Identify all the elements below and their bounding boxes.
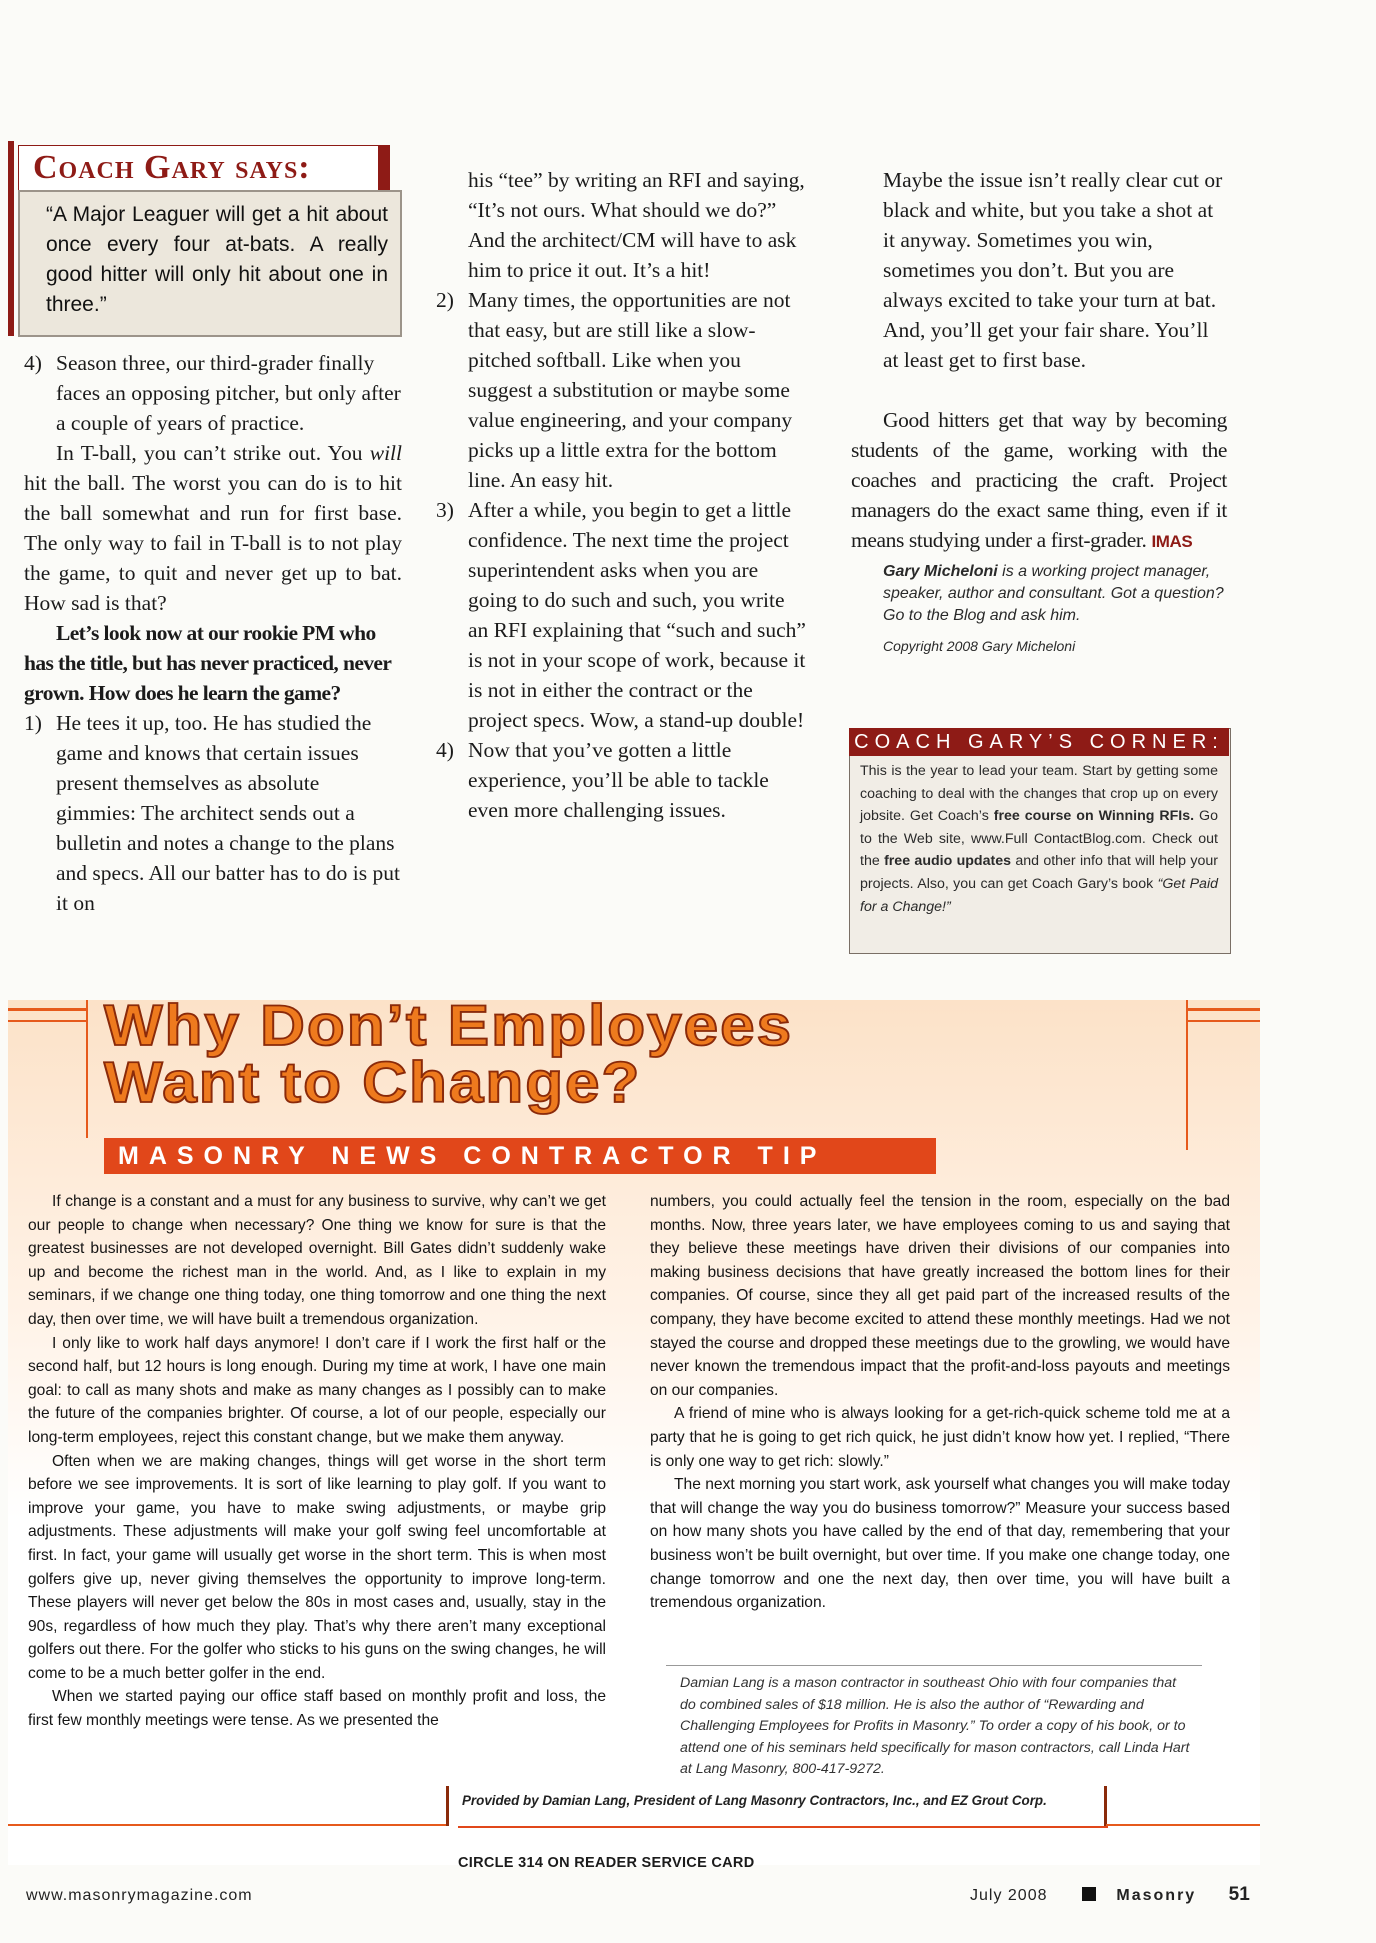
end-mark: IMAS <box>1151 532 1193 551</box>
coach-corner-text: This is the year to lead your team. Start by getting some coaching to deal with the changes that crop up on every jobsite. Get Coach’s free course on Winning RFIs. Go to the Web site, www.Full ContactBlog.com. Check out the free audio updates and other info that will help your projects. Also, you can get Coach Gary’s book “Get Paid for a Change!” <box>860 763 1218 915</box>
paragraph: his “tee” by writing an RFI and saying, “It’s not ours. What should we do?” And the architect/CM will have to ask him to price it out. It’s a hit! <box>468 168 805 282</box>
paragraph: Good hitters get that way by becoming students of the game, working with the coaches and practicing the craft. Project managers do the exact same thing, even if it means studying under a first-grader. IMAS <box>851 408 1227 552</box>
frame-line <box>1106 1824 1260 1826</box>
bold-paragraph: Let’s look now at our rookie PM who has the title, but has never practiced, never grown. How does he learn the game? <box>24 621 391 705</box>
frame-line <box>8 1008 86 1011</box>
list-item <box>24 348 402 438</box>
frame-line <box>446 1786 449 1826</box>
paragraph: Maybe the issue isn’t really clear cut or black and white, but you take a shot at it anyway. Sometimes you win, sometimes you don’t. But you are always excited to take your turn at bat. And, you’ll get your fair share. You’ll at least get to first base. <box>883 168 1223 372</box>
footer-website: www.masonrymagazine.com <box>26 1887 253 1904</box>
list-number: 1) <box>24 711 42 735</box>
coach-box-accent-bar <box>8 141 14 336</box>
footer-magazine: Masonry <box>1116 1887 1197 1904</box>
footer-date: July 2008 <box>970 1887 1048 1904</box>
column-1 <box>24 348 402 918</box>
paragraph: When we started paying our office staff based on monthly profit and loss, the first few monthly meetings were tense. As we presented the <box>28 1688 606 1730</box>
article-left-column <box>28 1190 606 1733</box>
author-bio: Gary Micheloni is a working project manager, speaker, author and consultant. Got a question? Go to the Blog and ask him. Copyright 2008 Gary Micheloni <box>851 561 1227 657</box>
list-item <box>436 495 806 735</box>
coach-gary-title: Coach Gary says: <box>18 145 390 191</box>
paragraph: I only like to work half days anymore! I don’t care if I work the first half or the second half, but 12 hours is long enough. During my time at work, I have one main goal: to call as many shots and make as many changes as I possibly can to make the future of the companies brighter. Of course, a lot of our people, especially our long-term employees, reject this constant change, but we make them anyway. <box>28 1334 606 1446</box>
paragraph: If change is a constant and a must for any business to survive, why can’t we get our people to change when necessary? One thing we know for sure is that the greatest businesses are not developed overnight. Bill Gates didn’t suddenly wake up and become the richest man in the world. And, as I like to explain in my seminars, if we change one thing today, one thing tomorrow and one thing the next day, then over time, we will have built a tremendous organization. <box>28 1193 606 1328</box>
paragraph: Often when we are making changes, things will get worse in the short term before we see improvements. It is sort of like learning to play golf. If you want to improve your game, you have to make swing adjustments, or maybe grip adjustments. These adjustments will make your golf swing feel uncomfortable at first. In fact, your game will usually get worse in the short term. This is when most golfers give up, never giving themselves the opportunity to improve long-term. These players will never get below the 80s in most cases and, usually, stay in the 90s, regardless of how much they play. That’s why there aren’t many exceptional golfers out there. For the golfer who sticks to his guns on the swing changes, he will come to be a much better golfer in the end. <box>28 1452 606 1682</box>
list-text: Now that you’ve gotten a little experience, you’ll be able to tackle even more challenging issues. <box>468 738 769 822</box>
frame-line <box>1186 1008 1260 1011</box>
frame-line <box>1104 1786 1107 1826</box>
list-number: 3) <box>436 498 454 522</box>
list-item <box>436 285 806 495</box>
footer-square-icon <box>1082 1887 1096 1901</box>
copyright: Copyright 2008 Gary Micheloni <box>883 638 1076 654</box>
list-text: He tees it up, too. He has studied the game and knows that certain issues present themselves as absolute gimmies: The architect sends out a bulletin and notes a change to the plans and specs. All our batter has to do is put it on <box>56 711 400 915</box>
coach-corner-heading: COACH GARY’S CORNER: <box>849 728 1229 756</box>
list-item <box>24 708 402 918</box>
divider <box>666 1665 1202 1666</box>
column-3 <box>851 165 1227 657</box>
list-text: After a while, you begin to get a little confidence. The next time the project superintendent asks when you are going to do such and such, you write an RFI explaining that “such and such” is not in your scope of work, because it is not in either the contract or the project specs. Wow, a stand-up double! <box>468 498 806 732</box>
coach-gary-quote: “A Major Leaguer will get a hit about once every four at-bats. A really good hitter will only hit about one in three.” <box>18 190 402 337</box>
list-text: Many times, the opportunities are not that easy, but are still like a slow-pitched softball. Like when you suggest a substitution or maybe some value engineering, and your company picks up a little extra for the bottom line. An easy hit. <box>468 288 793 492</box>
column-2 <box>436 165 806 825</box>
frame-line <box>86 1000 88 1138</box>
footer-right <box>970 1884 1250 1906</box>
paragraph: numbers, you could actually feel the tension in the room, especially on the bad months. Now, three years later, we have employees coming to us and saying that they believe these meetings have driven their divisions of our companies into making business decisions that have greatly increased the bottom lines for their companies. Of course, since they all get paid part of the increased results of the company, they have become excited to attend these monthly meetings. Had we not stayed the course and dropped these meetings due to the growling, we would have never known the tremendous impact that the profit-and-loss payouts and meetings on our companies. <box>650 1193 1230 1399</box>
paragraph: In T-ball, you can’t strike out. You will hit the ball. The worst you can do is to hit the ball somewhat and run for first base. The only way to fail in T-ball is to not play the game, to quit and never get up to bat. How sad is that? <box>24 441 402 615</box>
provided-by: Provided by Damian Lang, President of Lang Masonry Contractors, Inc., and EZ Grout Corp. <box>462 1793 1047 1808</box>
article-headline <box>104 994 1154 1115</box>
page-number: 51 <box>1228 1884 1250 1905</box>
paragraph: A friend of mine who is always looking for a get-rich-quick scheme told me at a party that he is going to get rich quick, he just didn’t know how yet. I replied, “There is only one way to get rich: slowly.” <box>650 1405 1230 1470</box>
article-right-column <box>650 1190 1230 1615</box>
frame-line <box>8 1824 448 1826</box>
article-banner: MASONRY NEWS CONTRACTOR TIP <box>104 1138 936 1174</box>
list-number: 2) <box>436 288 454 312</box>
frame-line <box>8 1020 86 1022</box>
list-text: Season three, our third-grader finally faces an opposing pitcher, but only after a couple of years of practice. <box>56 351 401 435</box>
list-number: 4) <box>24 351 42 375</box>
article-author-bio: Damian Lang is a mason contractor in southeast Ohio with four companies that do combined sales of $18 million. He is also the author of “Rewarding and Challenging Employees for Profits in Masonry.” To order a copy of his book, or to attend one of his seminars held specifically for mason contractors, call Linda Hart at Lang Masonry, 800-417-9272. <box>680 1675 1190 1778</box>
list-item <box>436 735 806 825</box>
frame-line <box>1186 1000 1188 1150</box>
frame-line <box>1186 1020 1260 1022</box>
list-number: 4) <box>436 738 454 762</box>
frame-line <box>458 1826 1108 1828</box>
list-item <box>24 348 402 438</box>
reader-service: CIRCLE 314 ON READER SERVICE CARD <box>458 1855 755 1871</box>
headline-line-1: Why Don’t Employees <box>104 994 794 1058</box>
paragraph: The next morning you start work, ask yourself what changes you will make today that will change the way you do business tomorrow?” Measure your success based on how many shots you have called by the end of that day, remembering that your business won’t be built overnight, but over time. If you make one change today, one change tomorrow and one the next day, then over time, you will have built a tremendous organization. <box>650 1476 1230 1612</box>
headline-line-2: Want to Change? <box>104 1051 642 1115</box>
